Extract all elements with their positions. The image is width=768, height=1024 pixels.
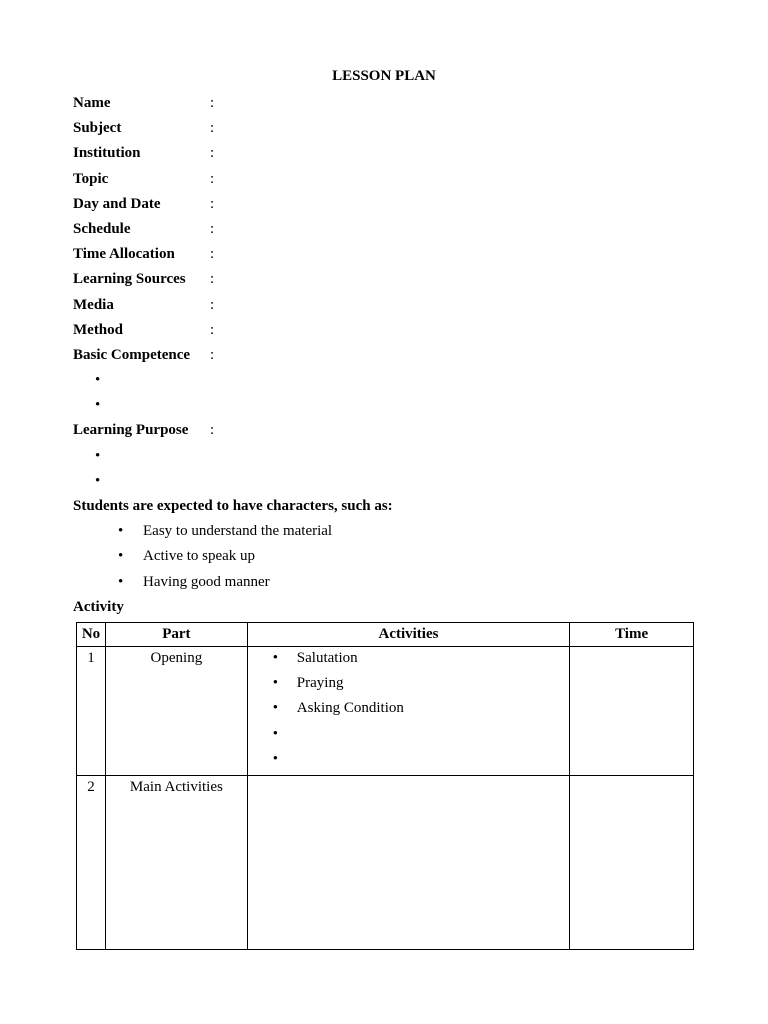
field-colon: :	[210, 346, 215, 363]
bullet-icon: •	[272, 725, 279, 742]
bullet-icon: •	[95, 472, 101, 489]
bullet-icon: •	[95, 372, 101, 389]
field-colon: :	[210, 422, 215, 439]
field-learning-purpose	[73, 421, 393, 446]
field-label: Name	[73, 95, 111, 111]
activities-list	[248, 647, 569, 775]
bullet-icon: •	[118, 548, 124, 565]
cell-text: Main Activities	[129, 778, 223, 795]
character-text: Easy to understand the material	[143, 523, 333, 540]
character-item	[73, 522, 393, 547]
field-label: Schedule	[73, 220, 131, 237]
learning-purpose-bullet	[73, 447, 393, 472]
learning-purpose-bullet	[73, 472, 393, 497]
bullet-icon: •	[95, 447, 101, 464]
field-subject	[73, 119, 393, 144]
column-header-part: Part	[105, 623, 247, 647]
field-learning-sources	[73, 270, 393, 295]
list-item	[248, 725, 569, 750]
field-method	[73, 321, 393, 346]
field-label: Method	[73, 321, 123, 338]
character-item	[73, 547, 393, 572]
column-header-activities: Activities	[247, 623, 569, 647]
bullet-icon: •	[95, 397, 101, 414]
activity-text: Salutation	[296, 650, 358, 666]
activity-heading: Activity	[73, 598, 124, 615]
field-colon: :	[210, 296, 215, 313]
bullet-icon: •	[118, 523, 124, 540]
activity-text: Praying	[296, 675, 344, 692]
table-row	[77, 775, 694, 949]
cell-no	[77, 775, 106, 949]
field-colon: :	[210, 246, 215, 263]
document-title: LESSON PLAN	[332, 68, 436, 84]
field-label: Subject	[73, 120, 122, 137]
list-item	[248, 750, 569, 775]
lesson-plan-fields	[73, 94, 393, 623]
table-row	[77, 647, 694, 776]
column-header-no: No	[77, 623, 106, 647]
character-text: Having good manner	[143, 573, 270, 590]
cell-no	[77, 647, 106, 776]
field-label: Time Allocation	[73, 246, 175, 263]
field-time-allocation	[73, 245, 393, 270]
field-colon: :	[210, 220, 215, 237]
bullet-icon: •	[272, 650, 279, 666]
cell-activities	[247, 775, 569, 949]
cell-activities	[247, 647, 569, 776]
field-topic	[73, 170, 393, 195]
list-item	[248, 674, 569, 699]
field-label: Day and Date	[73, 195, 161, 212]
cell-time	[570, 647, 694, 776]
field-colon: :	[210, 95, 215, 111]
field-media	[73, 296, 393, 321]
basic-competence-bullet	[73, 371, 393, 396]
field-label: Topic	[73, 170, 109, 187]
cell-part	[105, 647, 247, 776]
field-label: Learning Purpose	[73, 422, 189, 439]
field-label: Media	[73, 296, 114, 313]
field-institution	[73, 144, 393, 169]
character-item	[73, 573, 393, 598]
field-colon: :	[210, 145, 215, 162]
cell-text: 1	[87, 650, 95, 666]
cell-text: Opening	[150, 650, 203, 666]
field-colon: :	[210, 195, 215, 212]
field-colon: :	[210, 321, 215, 338]
list-item	[248, 699, 569, 724]
field-schedule	[73, 220, 393, 245]
field-colon: :	[210, 271, 215, 288]
activity-text: Asking Condition	[296, 700, 404, 717]
activity-table	[76, 622, 694, 950]
list-item	[248, 649, 569, 674]
field-label: Basic Competence	[73, 346, 191, 363]
bullet-icon: •	[118, 573, 124, 590]
cell-time	[570, 775, 694, 949]
field-label: Learning Sources	[73, 271, 186, 288]
character-text: Active to speak up	[143, 548, 256, 565]
column-header-time: Time	[570, 623, 694, 647]
cell-text	[570, 776, 693, 778]
field-name	[73, 94, 393, 119]
field-day-and-date	[73, 195, 393, 220]
basic-competence-bullet	[73, 396, 393, 421]
cell-text: 2	[87, 778, 95, 795]
bullet-icon: •	[272, 675, 279, 692]
cell-text	[570, 647, 693, 649]
field-basic-competence	[73, 346, 393, 371]
bullet-icon: •	[272, 700, 279, 717]
cell-part	[105, 775, 247, 949]
characters-heading: Students are expected to have characters, such as:	[73, 498, 393, 514]
table-header-row	[77, 623, 694, 647]
field-label: Institution	[73, 145, 141, 162]
field-colon: :	[210, 170, 215, 187]
field-colon: :	[210, 120, 215, 137]
bullet-icon: •	[272, 750, 279, 767]
